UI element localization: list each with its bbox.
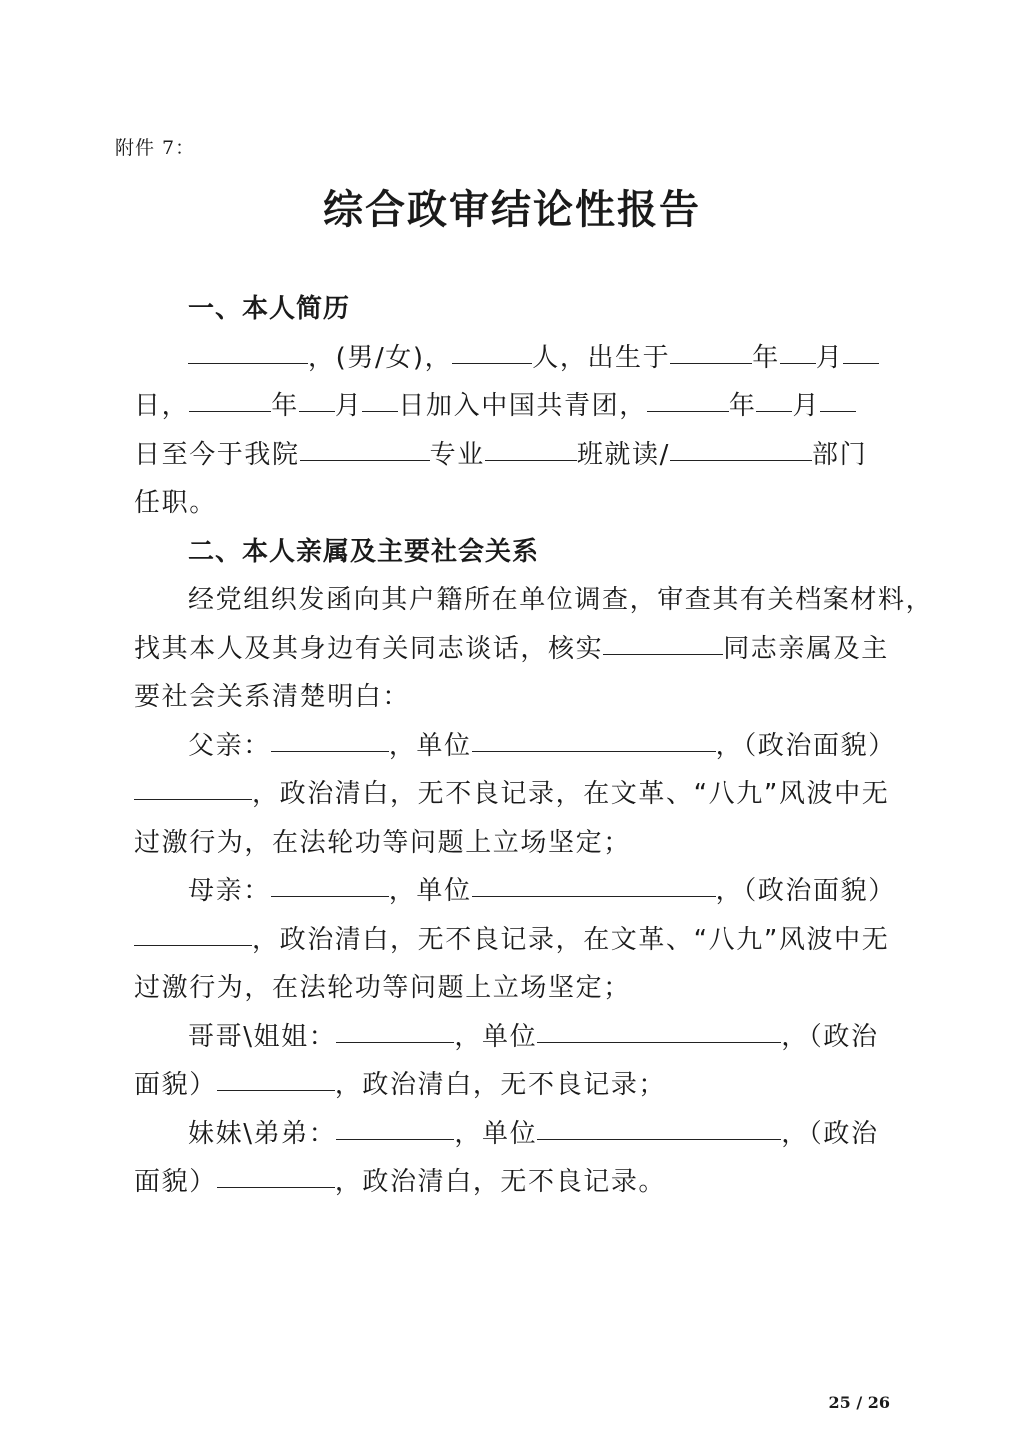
attachment-label: 附件 7： <box>115 137 196 159</box>
text: ，政治清白，无不良记录，在文革、“八九”风波中无 <box>252 779 890 809</box>
blank-league-year[interactable] <box>189 381 271 412</box>
blank-father-politics[interactable] <box>134 769 252 800</box>
text: 日， <box>134 391 190 421</box>
text: ，（政治 <box>781 1118 879 1149</box>
text: 日加入中国共青团， <box>398 391 647 421</box>
blank-sibling-younger-unit[interactable] <box>537 1109 781 1140</box>
text: 班就读/ <box>576 439 670 470</box>
text: ，政治清白，无不良记录。 <box>334 1167 667 1197</box>
blank-birth-day[interactable] <box>843 333 879 364</box>
text: 人，出生于 <box>532 342 671 373</box>
text: 年 <box>752 342 780 373</box>
sibling-older-label: 哥哥\姐姐： <box>188 1021 337 1052</box>
text: 月 <box>792 391 821 421</box>
blank-mother-name[interactable] <box>271 866 389 897</box>
blank-major[interactable] <box>300 430 430 461</box>
resume-line-2 <box>134 382 894 431</box>
blank-sibling-older-name[interactable] <box>336 1012 454 1043</box>
page-number: 25 / 26 <box>828 1393 890 1412</box>
blank-league-month[interactable] <box>299 381 335 412</box>
section-heading-relations: 二、本人亲属及主要社会关系 <box>188 536 540 567</box>
blank-mother-politics[interactable] <box>134 915 252 946</box>
text: 年 <box>271 391 299 421</box>
father-line-2 <box>134 770 894 819</box>
blank-sibling-younger-politics[interactable] <box>217 1157 335 1188</box>
blank-birth-month[interactable] <box>780 333 816 364</box>
text: 面貌） <box>134 1070 217 1100</box>
document-title: 综合政审结论性报告 <box>323 187 701 233</box>
text: ，政治清白，无不良记录； <box>334 1070 667 1100</box>
blank-since-day[interactable] <box>820 381 856 412</box>
relations-intro-line-1: 经党组织发函向其户籍所在单位调查，审查其有关档案材料， <box>188 585 934 615</box>
text: 月 <box>334 391 363 421</box>
text: 日至今于我院 <box>134 439 300 470</box>
text: 部门 <box>811 439 868 470</box>
father-line-1 <box>134 722 894 771</box>
blank-origin[interactable] <box>452 333 532 364</box>
section-heading-resume: 一、本人简历 <box>188 294 351 324</box>
mother-label: 母亲： <box>188 876 271 906</box>
relations-intro-line-3: 要社会关系清楚明白： <box>134 682 411 712</box>
blank-class[interactable] <box>485 430 577 461</box>
text: 同志亲属及主 <box>723 633 889 664</box>
mother-line-3: 过激行为，在法轮功等问题上立场坚定； <box>134 973 631 1003</box>
text: ，单位 <box>454 1118 538 1149</box>
text: ，单位 <box>454 1021 538 1052</box>
text: ，（政治面貌） <box>715 876 896 906</box>
text: ，（政治 <box>781 1021 879 1052</box>
sibling-younger-line-1 <box>134 1110 894 1159</box>
blank-birth-year[interactable] <box>670 333 752 364</box>
father-label: 父亲： <box>188 730 271 761</box>
blank-sibling-younger-name[interactable] <box>336 1109 454 1140</box>
resume-line-4: 任职。 <box>134 488 217 518</box>
sibling-older-line-2 <box>134 1061 894 1110</box>
relations-intro-line-2 <box>134 625 894 674</box>
blank-sibling-older-politics[interactable] <box>217 1060 335 1091</box>
text: 专业 <box>429 439 485 470</box>
blank-father-name[interactable] <box>271 721 389 752</box>
text: 月 <box>815 342 844 373</box>
blank-verified-name[interactable] <box>603 624 723 655</box>
resume-line-3 <box>134 431 894 480</box>
text: ，单位 <box>388 876 472 906</box>
father-line-3: 过激行为，在法轮功等问题上立场坚定； <box>134 827 631 858</box>
text: 面貌） <box>134 1167 217 1197</box>
resume-line-1 <box>134 334 894 383</box>
mother-line-1 <box>134 867 894 916</box>
blank-sibling-older-unit[interactable] <box>537 1012 781 1043</box>
blank-league-day[interactable] <box>362 381 398 412</box>
blank-department[interactable] <box>670 430 812 461</box>
mother-line-2 <box>134 916 894 965</box>
text: ，（政治面貌） <box>715 730 896 761</box>
blank-since-year[interactable] <box>647 381 729 412</box>
text: ，单位 <box>388 730 472 761</box>
text: 年 <box>728 391 757 421</box>
document-body <box>134 285 934 1207</box>
blank-since-month[interactable] <box>756 381 792 412</box>
blank-name[interactable] <box>188 333 308 364</box>
text: ，政治清白，无不良记录，在文革、“八九”风波中无 <box>252 924 890 955</box>
text: ，(男/女)， <box>308 342 453 373</box>
blank-mother-unit[interactable] <box>472 866 716 897</box>
sibling-younger-label: 妹妹\弟弟： <box>188 1118 337 1149</box>
blank-father-unit[interactable] <box>472 721 716 752</box>
text: 找其本人及其身边有关同志谈话，核实 <box>134 633 604 664</box>
sibling-older-line-1 <box>134 1013 894 1062</box>
sibling-younger-line-2 <box>134 1158 894 1207</box>
